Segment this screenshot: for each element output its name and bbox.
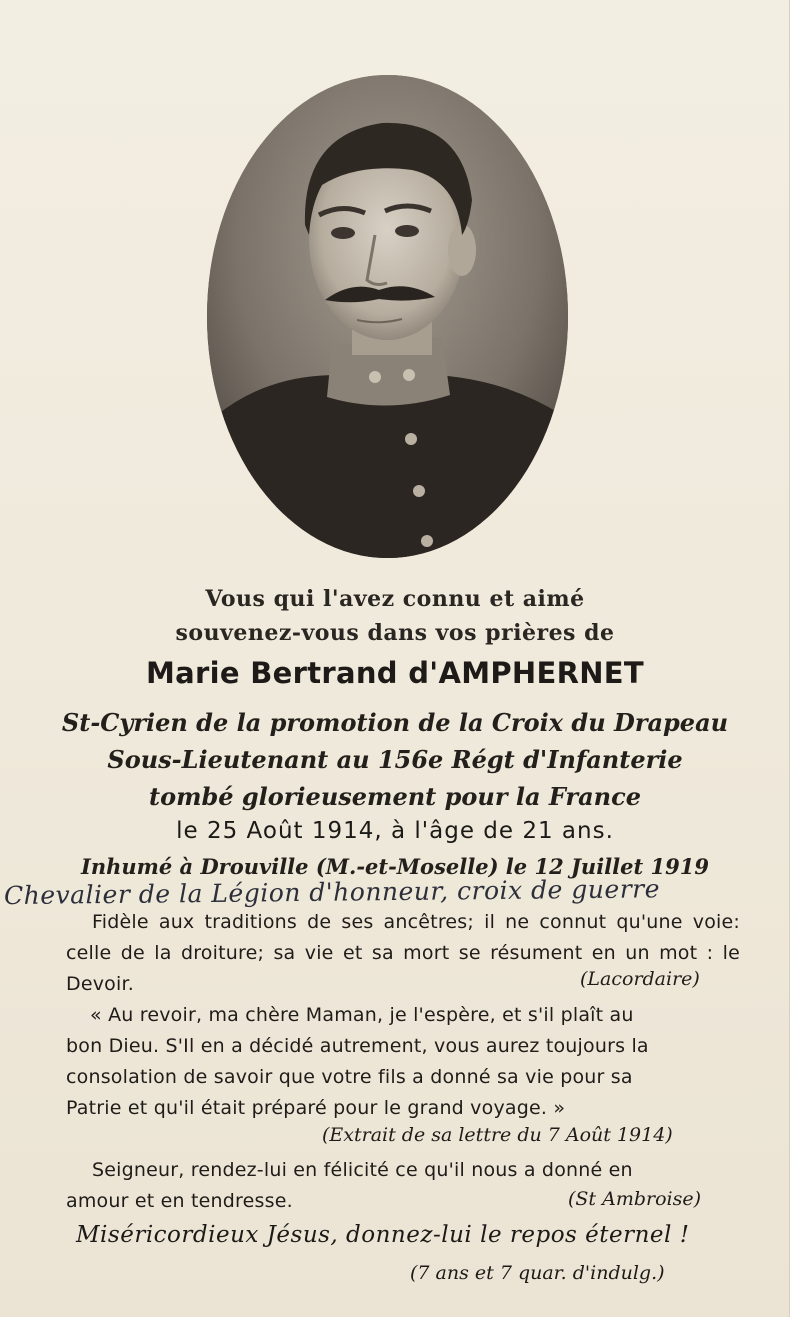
title-line-1: St-Cyrien de la promotion de la Croix du Drapeau <box>61 708 729 737</box>
title-line-2: Sous-Lieutenant au 156e Régt d'Infanterie <box>107 745 683 774</box>
prayer: Miséricordieux Jésus, donnez-lui le repos éternel ! <box>76 1222 690 1248</box>
ambroise-line-1: Seigneur, rendez-lui en félicité ce qu'il nous a donné en <box>92 1159 633 1181</box>
letter-line-2: bon Dieu. S'Il en a décidé autrement, vous aurez toujours la <box>66 1035 649 1057</box>
burial-info: Inhumé à Drouville (M.-et-Moselle) le 12 Juillet 1919 <box>81 854 709 879</box>
portrait-illustration <box>207 75 568 558</box>
quote-lacordaire-text: Fidèle aux traditions de ses ancêtres; il ne connut qu'une voie: celle de la droiture; sa vie et sa mort se résument en un mot : le Devoir. <box>66 911 740 995</box>
quote-lacordaire-source: (Lacordaire) <box>580 968 700 990</box>
ambroise-source: (St Ambroise) <box>568 1188 702 1210</box>
letter-line-3: consolation de savoir que votre fils a donné sa vie pour sa <box>66 1066 633 1088</box>
death-date: le 25 Août 1914, à l'âge de 21 ans. <box>176 818 614 844</box>
title-line-3: tombé glorieusement pour la France <box>148 782 642 811</box>
handwritten-note: Chevalier de la Légion d'honneur, croix de guerre <box>3 874 661 911</box>
ambroise-line-2: amour et en tendresse. <box>66 1190 293 1212</box>
indulgence: (7 ans et 7 quar. d'indulg.) <box>410 1262 665 1284</box>
letter-line-4: Patrie et qu'il était préparé pour le grand voyage. » <box>66 1097 566 1119</box>
intro-line-1: Vous qui l'avez connu et aimé <box>205 586 585 612</box>
portrait-photo <box>207 75 568 558</box>
letter-line-1: « Au revoir, ma chère Maman, je l'espère, et s'il plaît au <box>90 1004 634 1026</box>
intro-line-2: souvenez-vous dans vos prières de <box>175 620 615 646</box>
letter-source: (Extrait de sa lettre du 7 Août 1914) <box>322 1124 673 1146</box>
deceased-name: Marie Bertrand d'AMPHERNET <box>145 656 644 690</box>
